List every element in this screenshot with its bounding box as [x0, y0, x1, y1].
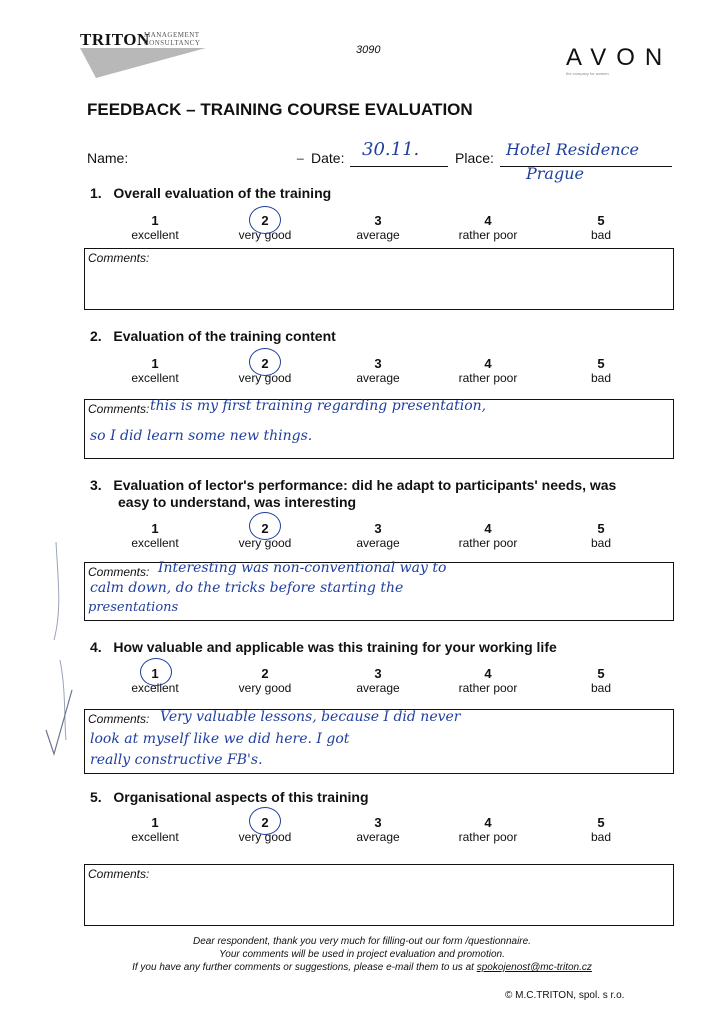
q2-option-2[interactable]: 2 very good — [238, 356, 292, 385]
feedback-email-link[interactable]: spokojenost@mc-triton.cz — [476, 962, 592, 973]
copyright: © M.C.TRITON, spol. s r.o. — [505, 990, 625, 1001]
footer-line-1: Dear respondent, thank you very much for filling-out our form /questionnaire. — [193, 936, 531, 947]
avon-tagline: the company for women — [566, 71, 609, 76]
q4-comment-line1: Very valuable lessons, because I did never — [160, 709, 461, 725]
q3-comment-line3: presentations — [88, 600, 179, 615]
q2-option-4[interactable]: 4 rather poor — [458, 356, 518, 385]
question-3-title: 3. Evaluation of lector's performance: did he adapt to participants' needs, was — [90, 477, 617, 493]
date-label: Date: — [311, 150, 345, 166]
q4-comment-line2: look at myself like we did here. I got — [90, 731, 350, 747]
q3-selection-circle — [249, 512, 281, 540]
q3-comment-line1: Interesting was non-conventional way to — [158, 560, 447, 576]
q1-option-4[interactable]: 4 rather poor — [458, 213, 518, 242]
question-2-title: 2. Evaluation of the training content — [90, 328, 336, 344]
q4-option-5[interactable]: 5 bad — [590, 666, 612, 695]
q3-option-1[interactable]: 1 excellent — [131, 521, 179, 550]
q2-comments-label: Comments: — [88, 402, 150, 416]
q1-option-3[interactable]: 3 average — [356, 213, 400, 242]
q5-comments-box[interactable] — [84, 864, 674, 926]
name-label: Name: — [87, 150, 129, 166]
question-1-title: 1. Overall evaluation of the training — [90, 185, 332, 201]
q1-selection-circle — [249, 206, 281, 234]
q3-option-5[interactable]: 5 bad — [590, 521, 612, 550]
q5-option-5[interactable]: 5 bad — [590, 815, 612, 844]
avon-logo: AVON — [566, 44, 673, 71]
question-5-title: 5. Organisational aspects of this training — [90, 789, 369, 805]
q4-selection-circle — [140, 658, 172, 686]
q5-comments-label: Comments: — [88, 867, 150, 881]
q1-option-2[interactable]: 2 very good — [238, 213, 292, 242]
footer-line-2: Your comments will be used in project evaluation and promotion. — [219, 949, 505, 960]
q4-option-3[interactable]: 3 average — [356, 666, 400, 695]
q4-comments-label: Comments: — [88, 712, 150, 726]
footer-line-3: If you have any further comments or suggestions, please e-mail them to us at spokojenost@mc-triton.cz — [132, 962, 592, 973]
q4-option-1[interactable]: 1 excellent — [131, 666, 179, 695]
q3-option-3[interactable]: 3 average — [356, 521, 400, 550]
q5-option-4[interactable]: 4 rather poor — [458, 815, 518, 844]
question-4-title: 4. How valuable and applicable was this training for your working life — [90, 639, 557, 655]
q1-option-5[interactable]: 5 bad — [590, 213, 612, 242]
q4-option-4[interactable]: 4 rather poor — [458, 666, 518, 695]
q1-comments-label: Comments: — [88, 251, 150, 265]
q2-selection-circle — [249, 348, 281, 376]
question-3-title-line2: easy to understand, was interesting — [118, 494, 357, 510]
q3-comments-label: Comments: — [88, 565, 150, 579]
q5-option-2[interactable]: 2 very good — [238, 815, 292, 844]
q2-option-1[interactable]: 1 excellent — [131, 356, 179, 385]
q3-option-2[interactable]: 2 very good — [238, 521, 292, 550]
place-value-line1: Hotel Residence — [506, 140, 639, 159]
triton-logo-text: TRITON — [80, 30, 150, 49]
q1-option-1[interactable]: 1 excellent — [131, 213, 179, 242]
place-label: Place: — [455, 150, 494, 166]
document-number: 3090 — [356, 44, 381, 56]
q3-option-4[interactable]: 4 rather poor — [458, 521, 518, 550]
q2-comment-line2: so I did learn some new things. — [90, 428, 313, 444]
q2-option-3[interactable]: 3 average — [356, 356, 400, 385]
margin-pen-marks — [36, 540, 76, 760]
q2-option-5[interactable]: 5 bad — [590, 356, 612, 385]
name-underscore: _ — [297, 146, 304, 160]
q4-option-2[interactable]: 2 very good — [238, 666, 292, 695]
q5-option-3[interactable]: 3 average — [356, 815, 400, 844]
form-title: FEEDBACK – TRAINING COURSE EVALUATION — [87, 100, 473, 119]
place-value-line2: Prague — [526, 164, 584, 183]
triton-logo-subtitle: MANAGEMENT CONSULTANCY — [144, 31, 201, 47]
q5-option-1[interactable]: 1 excellent — [131, 815, 179, 844]
q4-comment-line3: really constructive FB's. — [90, 752, 263, 768]
q5-selection-circle — [249, 807, 281, 835]
q2-comment-line1: this is my first training regarding presentation, — [150, 398, 487, 414]
q3-comment-line2: calm down, do the tricks before starting the — [90, 580, 404, 596]
date-line — [350, 166, 448, 167]
q1-comments-box[interactable] — [84, 248, 674, 310]
date-value: 30.11. — [362, 139, 420, 160]
